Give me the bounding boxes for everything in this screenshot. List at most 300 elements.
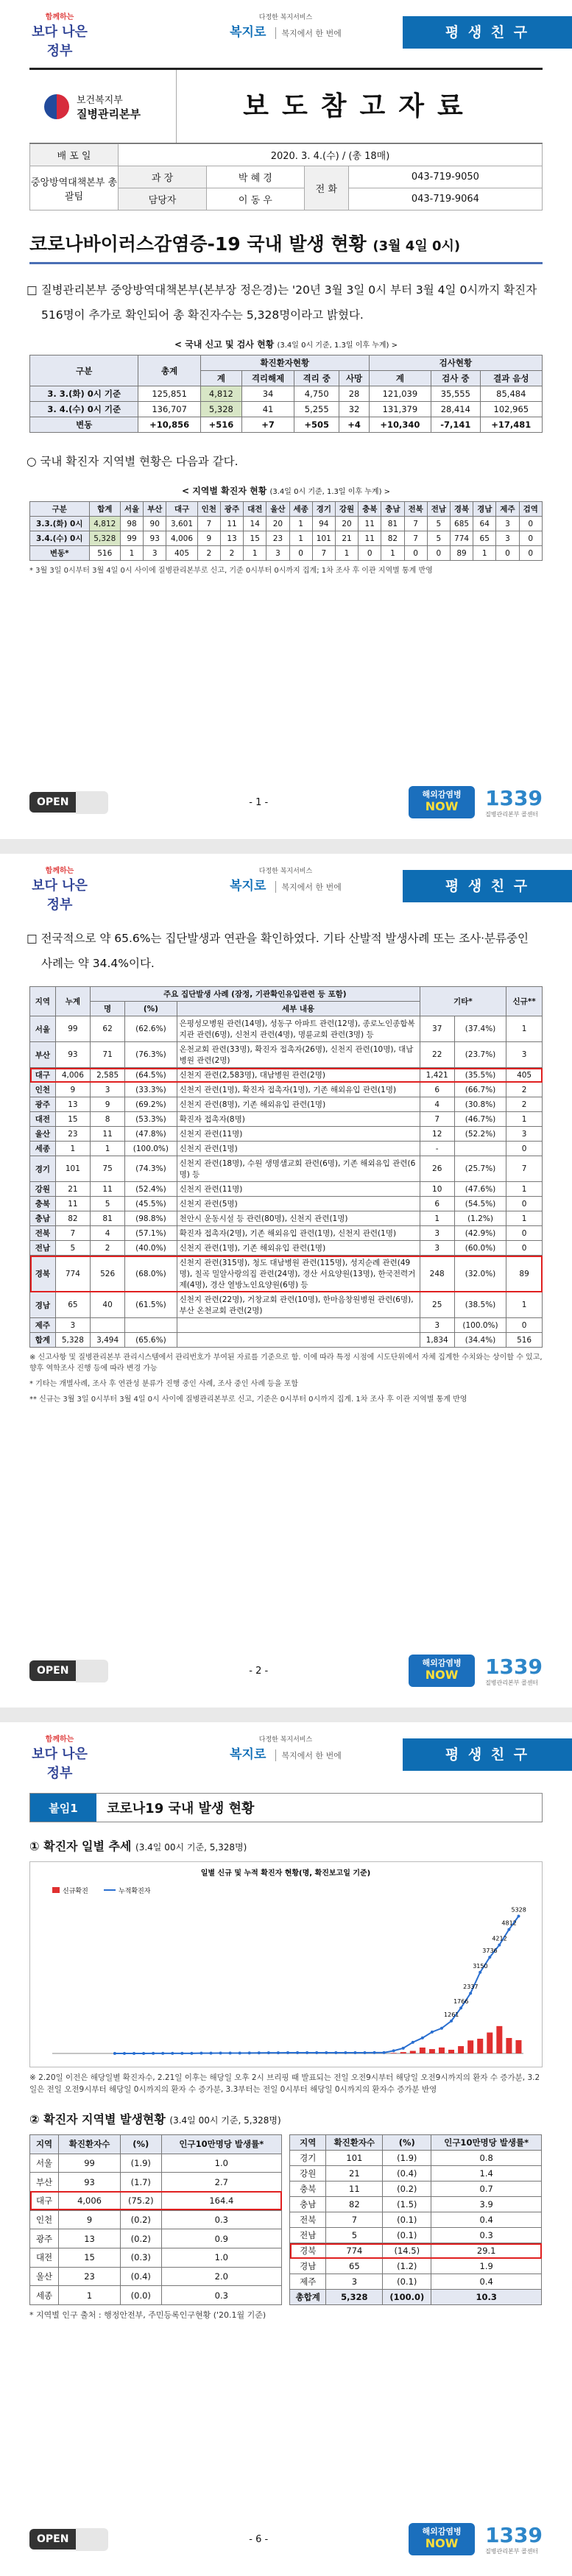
table-cell: (0.4): [120, 2267, 161, 2286]
table-row: [290, 2228, 542, 2243]
point-cumulative: [229, 2051, 232, 2054]
table-cell: 9: [91, 1097, 125, 1112]
table-row: [30, 402, 543, 417]
table-cell: 93: [55, 1042, 90, 1068]
table-row: [290, 2243, 542, 2259]
table-cell: 65: [55, 1292, 90, 1318]
table-cell: 1.9: [431, 2259, 542, 2274]
table-cell: 0: [506, 1226, 543, 1241]
table-cell: 3.4.(수) 0시: [30, 531, 90, 546]
point-cumulative: [459, 2006, 462, 2009]
table-row: [290, 2212, 542, 2228]
table-cell: 405: [166, 546, 197, 561]
point-cumulative: [344, 2051, 347, 2054]
table-cell: (0.3): [120, 2248, 161, 2267]
paragraph-1: □ 질병관리본부 중앙방역대책본부(본부장 정은경)는 '20년 3월 3일 0시 부터 3월 4일 0시까지 확진자 516명이 추가로 확인되어 총 확진자수는 5,328명이라고 밝혔다.: [27, 283, 537, 322]
table-cell: (74.3%): [125, 1156, 177, 1182]
region-table-right: [289, 2134, 542, 2305]
point-cumulative: [219, 2051, 222, 2054]
table-cell: 4,006: [55, 1068, 90, 1083]
table-cell: 3: [506, 1042, 543, 1068]
region-subtitle: (3.4일 00시 기준, 5,328명): [169, 2115, 281, 2126]
point-cumulative: [258, 2051, 261, 2054]
table-cell: (52.4%): [125, 1182, 177, 1197]
point-cumulative: [469, 1992, 472, 1995]
point-cumulative: [306, 2051, 308, 2054]
now-line2: NOW: [425, 799, 459, 813]
region-status-table: [29, 501, 543, 561]
bar-new: [467, 2040, 473, 2053]
table-row: [30, 1226, 543, 1241]
table-cell: (32.0%): [454, 1256, 506, 1292]
t1-sub: 격리해제: [241, 371, 294, 386]
table-row: [30, 2286, 282, 2305]
table-row: [30, 417, 543, 433]
table-cell: 75: [91, 1156, 125, 1182]
table-cell: 3: [420, 1318, 454, 1333]
table-cell: 1: [335, 546, 358, 561]
overseas-now-logo: [409, 1655, 475, 1687]
welfare-logo: [190, 866, 381, 894]
banner: [0, 854, 572, 913]
table-cell: 충남: [30, 1211, 56, 1226]
table-cell: 경기: [290, 2151, 326, 2166]
table-row: [30, 1182, 543, 1197]
table-cell: +505: [294, 417, 339, 433]
table-head-cell: 전남: [427, 502, 450, 517]
table-cell: 광주: [30, 2229, 59, 2248]
table-cell: 3,601: [166, 517, 197, 531]
table-cell: 774: [55, 1256, 90, 1292]
table-cell: 신천지 관련(22명), 거창교회 관련(10명), 한마음창원병원 관련(6명), 부산 온천교회 관련(2명): [177, 1292, 420, 1318]
table-cell: [454, 1142, 506, 1156]
release-value: 2020. 3. 4.(수) / (총 18매): [119, 144, 543, 166]
table-head-cell: 지역: [290, 2135, 326, 2151]
welfare-logo: [190, 1734, 381, 1762]
table-cell: 0: [519, 546, 542, 561]
table-cell: (37.4%): [454, 1016, 506, 1042]
table-cell: 3: [506, 1127, 543, 1142]
table-row: [30, 2248, 282, 2267]
table-cell: 7: [506, 1156, 543, 1182]
page-footer: [29, 780, 543, 824]
footer-logos: [409, 1655, 543, 1687]
phone-label: 전 화: [304, 166, 348, 210]
table-cell: (62.6%): [125, 1016, 177, 1042]
table2-caption-small: (3.4일 0시 기준, 1.3일 이후 누계) >: [269, 488, 391, 496]
slogan-main: 보다 나은 정부: [32, 24, 88, 59]
table-cell: 248: [420, 1256, 454, 1292]
table-head-cell: 대구: [166, 502, 197, 517]
table-cell: 3: [420, 1241, 454, 1256]
phone1: 043-719-9050: [348, 166, 542, 188]
table-cell: 신천지 관련(1명), 확진자 접촉자(1명), 기존 해외유입 관련(1명): [177, 1083, 420, 1097]
table-cell: 3. 4.(수) 0시 기준: [30, 402, 138, 417]
table-cell: 전북: [30, 1226, 56, 1241]
table2-caption: [0, 484, 572, 497]
bar-new: [439, 2048, 445, 2053]
table-cell: 온천교회 관련(33명), 확진자 접촉자(26명), 신천지 관련(10명), 대남병원 관련(2명): [177, 1042, 420, 1068]
table-cell: 1.4: [431, 2166, 542, 2182]
table2-note: * 3월 3일 0시부터 3월 4일 0시 사이에 질병관리본부로 신고, 기준 0시부터 0시까지 집계; 1차 조사 후 이관 지역별 통계 반영: [29, 567, 433, 575]
data-label: 5328: [511, 1906, 526, 1914]
test-status-table: [29, 355, 543, 433]
table-row: [30, 1016, 543, 1042]
table-cell: 3: [55, 1318, 90, 1333]
hotline-sub: 질병관리본부 콜센터: [485, 2548, 539, 2555]
table-cell: 제주: [30, 1318, 56, 1333]
table-cell: (46.7%): [454, 1112, 506, 1127]
table-cell: 0: [289, 546, 312, 561]
open-label: OPEN: [29, 792, 76, 813]
table-cell: 12: [420, 1127, 454, 1142]
release-label: 배 포 일: [30, 144, 119, 166]
table-head-cell: 검역: [519, 502, 542, 517]
t3-head: 신규**: [506, 987, 543, 1016]
data-label: 4812: [501, 1919, 517, 1927]
table-cell: 합계: [30, 1333, 56, 1348]
table-cell: 부산: [30, 1042, 56, 1068]
table-cell: 685: [450, 517, 473, 531]
table-cell: 23: [59, 2267, 121, 2286]
table-cell: 0.9: [161, 2229, 281, 2248]
table-cell: (45.5%): [125, 1197, 177, 1211]
page-1: [0, 0, 572, 839]
table-cell: 신천지 관련(8명), 기존 해외유입 관련(1명): [177, 1097, 420, 1112]
table-cell: 1: [506, 1292, 543, 1318]
gov-slogan-logo: [27, 10, 93, 60]
table-cell: 강원: [290, 2166, 326, 2182]
table-cell: 34: [241, 386, 294, 402]
table-head-cell: 대전: [244, 502, 266, 517]
table-row: [30, 517, 543, 531]
license-icon: [76, 1660, 108, 1682]
total-cell: 5,328: [326, 2290, 383, 2305]
table-cell: 11: [359, 531, 381, 546]
point-cumulative: [498, 1944, 501, 1947]
table-cell: 인천: [30, 2210, 59, 2229]
table-cell: 82: [55, 1211, 90, 1226]
table-cell: (98.8%): [125, 1211, 177, 1226]
point-cumulative: [180, 2052, 183, 2055]
table-head-cell: 경북: [450, 502, 473, 517]
table-cell: 3: [144, 546, 166, 561]
table-cell: 1: [55, 1142, 90, 1156]
table-cell: 천안시 운동시설 등 관련(80명), 신천지 관련(1명): [177, 1211, 420, 1226]
bar-new: [496, 2026, 502, 2053]
t1-sub: 계: [200, 371, 241, 386]
meta-table: [29, 144, 543, 210]
table-cell: 2,585: [91, 1068, 125, 1083]
table-cell: 9: [197, 531, 220, 546]
table1-caption-text: < 국내 신고 및 검사 현황: [174, 339, 275, 350]
welfare-tagline: 다정한 복지서비스: [258, 868, 313, 875]
table-cell: 15: [59, 2248, 121, 2267]
table-cell: 82: [326, 2197, 383, 2212]
table-cell: +17,481: [480, 417, 542, 433]
table-cell: 22: [420, 1042, 454, 1068]
banner-tab: 평 생 친 구: [403, 1738, 572, 1771]
table2-caption-text: < 지역별 확진자 현황: [181, 486, 267, 496]
table-cell: +7: [241, 417, 294, 433]
table-cell: 4,006: [166, 531, 197, 546]
table-head-cell: (%): [383, 2135, 431, 2151]
total-cell: 10.3: [431, 2290, 542, 2305]
total-row: [290, 2290, 542, 2305]
table-cell: (0.2): [120, 2229, 161, 2248]
t3-head: 지역: [30, 987, 56, 1016]
table-cell: [177, 1318, 420, 1333]
point-cumulative: [517, 1915, 520, 1918]
table-row: [30, 2154, 282, 2173]
table-row: [290, 2151, 542, 2166]
table-head-cell: 인구10만명당 발생률*: [161, 2135, 281, 2154]
table-cell: (61.5%): [125, 1292, 177, 1318]
table-cell: 21: [335, 531, 358, 546]
table-cell: (23.7%): [454, 1042, 506, 1068]
daily-trend-heading: [29, 1837, 543, 1854]
t1-sub: 계: [369, 371, 431, 386]
table-cell: 1: [289, 517, 312, 531]
point-cumulative: [277, 2051, 280, 2054]
table-cell: 11: [55, 1197, 90, 1211]
table-cell: (1.5): [383, 2197, 431, 2212]
table-cell: -7,141: [431, 417, 481, 433]
point-cumulative: [431, 2031, 434, 2034]
t1-head: 검사현황: [369, 355, 542, 371]
table-cell: 0: [519, 531, 542, 546]
hotline-sub: 질병관리본부 콜센터: [485, 811, 539, 818]
table-cell: 경남: [290, 2259, 326, 2274]
table-cell: 85,484: [480, 386, 542, 402]
table-row: [30, 1318, 543, 1333]
table-cell: 0: [506, 1197, 543, 1211]
table-cell: 65: [326, 2259, 383, 2274]
bar-new: [506, 2038, 512, 2053]
table-row: [30, 1068, 543, 1083]
table-cell: (35.5%): [454, 1068, 506, 1083]
table-cell: 20: [266, 517, 289, 531]
table-cell: 경남: [30, 1292, 56, 1318]
role2: 담당자: [119, 188, 207, 210]
now-line1: 해외감염병: [422, 790, 462, 799]
table-cell: 11: [91, 1182, 125, 1197]
point-cumulative: [325, 2051, 328, 2054]
point-cumulative: [450, 2020, 453, 2023]
table-cell: (65.6%): [125, 1333, 177, 1348]
chart-note: ※ 2.20일 이전은 해당일별 확진자수, 2.21일 이후는 해당일 오후 2시 브리핑 때 발표되는 전일 오전9시부터 해당일 오전9시까지의 환자 수 증가분, 3.2일은 전일 오전9시부터 해당일 0시까지의 환자 수 증가분, 3.3부터는 전일 0시부터 해당일 0시까지의 환자수 증가분 반영: [29, 2073, 540, 2094]
welfare-tagline: 다정한 복지서비스: [258, 14, 313, 21]
welfare-name: 복지로: [230, 1747, 266, 1762]
table-cell: (100.0%): [454, 1318, 506, 1333]
now-line1: 해외감염병: [422, 1658, 462, 1668]
table-cell: 29.1: [431, 2243, 542, 2259]
chart-title: 일별 신규 및 누적 확진자 현황(명, 확진보고일 기준): [200, 1869, 371, 1878]
table-cell: 1: [289, 531, 312, 546]
table-cell: 신천지 관련(18명), 수원 생명샘교회 관련(6명), 기존 해외유입 관련(6명) 등: [177, 1156, 420, 1182]
point-cumulative: [123, 2052, 126, 2055]
point-cumulative: [171, 2052, 174, 2055]
table-row: [30, 2191, 282, 2210]
table-cell: 대구: [30, 1068, 56, 1083]
table-cell: 13: [55, 1097, 90, 1112]
t1-head: 구분: [30, 355, 138, 386]
point-cumulative: [334, 2051, 337, 2054]
point-cumulative: [383, 2051, 386, 2054]
table-cell: 32: [339, 402, 369, 417]
page-2: [0, 854, 572, 1708]
welfare-logo: [190, 12, 381, 40]
welfare-side: 복지에서 한 번에: [275, 1749, 342, 1761]
table-row: [30, 1097, 543, 1112]
table-cell: 0: [404, 546, 427, 561]
table-cell: (40.0%): [125, 1241, 177, 1256]
table-cell: 13: [220, 531, 243, 546]
table-cell: 대전: [30, 1112, 56, 1127]
table-row: [30, 1211, 543, 1226]
table-cell: 전남: [290, 2228, 326, 2243]
table-cell: 20: [335, 517, 358, 531]
table-cell: 10: [420, 1182, 454, 1197]
table-cell: (0.0): [120, 2286, 161, 2305]
table-cell: 11: [220, 517, 243, 531]
table-cell: 1,834: [420, 1333, 454, 1348]
license-icon: [76, 2528, 108, 2551]
table-cell: 2: [506, 1083, 543, 1097]
table-cell: 4: [91, 1226, 125, 1241]
slogan-top: 함께하는: [45, 13, 74, 21]
table-cell: 99: [120, 531, 143, 546]
t3-head: 주요 집단발생 사례 (잠정, 기관확인유입관련 등 포함): [91, 987, 420, 1002]
table-cell: [125, 1318, 177, 1333]
table-cell: (57.1%): [125, 1226, 177, 1241]
table-cell: 0.7: [431, 2182, 542, 2197]
table-cell: -: [420, 1142, 454, 1156]
table-cell: (64.5%): [125, 1068, 177, 1083]
table-cell: 40: [91, 1292, 125, 1318]
table-cell: 신천지 관련(2,583명), 대남병원 관련(2명): [177, 1068, 420, 1083]
open-label: OPEN: [29, 2529, 76, 2550]
region-tables: [29, 2134, 543, 2305]
banner: [0, 1722, 572, 1781]
table-cell: 서울: [30, 2154, 59, 2173]
table-head-cell: 인구10만명당 발생률*: [431, 2135, 542, 2151]
banner: [0, 0, 572, 59]
table-row: [30, 1112, 543, 1127]
table-cell: 신천지 관련(11명): [177, 1127, 420, 1142]
table-cell: 울산: [30, 2267, 59, 2286]
chart-svg: [30, 1862, 542, 2067]
table-cell: 3: [496, 517, 519, 531]
table-row: [290, 2182, 542, 2197]
bar-new: [429, 2049, 435, 2053]
point-cumulative: [152, 2052, 155, 2055]
gov-slogan-logo: [27, 1733, 93, 1782]
appendix-header: [29, 1793, 543, 1822]
table-cell: 0.4: [431, 2212, 542, 2228]
table-cell: 8: [91, 1112, 125, 1127]
table-cell: 526: [91, 1256, 125, 1292]
table-cell: 21: [55, 1182, 90, 1197]
table-cell: (30.8%): [454, 1097, 506, 1112]
table-cell: (100.0%): [125, 1142, 177, 1156]
table-cell: (0.4): [383, 2166, 431, 2182]
table-cell: 광주: [30, 1097, 56, 1112]
table-row: [30, 1142, 543, 1156]
overseas-now-logo: [409, 786, 475, 818]
data-label: 3150: [473, 1962, 488, 1970]
gov-slogan-logo: [27, 864, 93, 913]
table-cell: 7: [312, 546, 335, 561]
table-cell: 774: [326, 2243, 383, 2259]
table-cell: 516: [506, 1333, 543, 1348]
point-cumulative: [507, 1928, 510, 1931]
table-row: [30, 546, 543, 561]
paragraph-cluster: □ 전국적으로 약 65.6%는 집단발생과 연관을 확인하였다. 기타 산발적 발생사례 또는 조사·분류중인 사례는 약 34.4%이다.: [27, 932, 529, 970]
cluster-note-2: * 기타는 개별사례, 조사 후 연관성 분류가 진행 중인 사례, 조사 중인 사례 등을 포함: [29, 1380, 298, 1388]
press-header: [29, 68, 543, 210]
data-label: 2337: [463, 1984, 479, 1991]
t1-sub: 검사 중: [431, 371, 481, 386]
table-cell: 신천지 관련(5명): [177, 1197, 420, 1211]
table-head-cell: 합계: [89, 502, 120, 517]
table-cell: 82: [381, 531, 404, 546]
table-cell: 9: [55, 1083, 90, 1097]
point-cumulative: [402, 2047, 405, 2050]
point-cumulative: [392, 2049, 395, 2052]
point-cumulative: [315, 2051, 318, 2054]
point-cumulative: [248, 2051, 251, 2054]
table-cell: 충북: [290, 2182, 326, 2197]
table-head-cell: 강원: [335, 502, 358, 517]
table-cell: 확진자 접촉자(2명), 기존 해외유입 관련(1명), 신천지 관련(1명): [177, 1226, 420, 1241]
data-label: 3736: [482, 1947, 498, 1955]
table-cell: 1: [244, 546, 266, 561]
welfare-tagline: 다정한 복지서비스: [258, 1736, 313, 1744]
region-heading: [29, 2110, 543, 2127]
table-cell: (76.3%): [125, 1042, 177, 1068]
now-line2: NOW: [425, 2536, 459, 2550]
table-cell: 3.9: [431, 2197, 542, 2212]
taegeuk-icon: [44, 94, 69, 119]
page-number: - 2 -: [249, 1665, 269, 1677]
appendix-title: 코로나19 국내 발생 현황: [107, 1801, 255, 1816]
table-cell: 0.8: [431, 2151, 542, 2166]
table-cell: 강원: [30, 1182, 56, 1197]
table-row: [30, 1156, 543, 1182]
legend-new: 신규확진: [63, 1888, 88, 1895]
table-cell: 0: [506, 1318, 543, 1333]
slogan-main: 보다 나은 정부: [32, 878, 88, 913]
phone2: 043-719-9064: [348, 188, 542, 210]
table-head-cell: 서울: [120, 502, 143, 517]
table-cell: 3,494: [91, 1333, 125, 1348]
point-cumulative: [421, 2037, 424, 2039]
table-cell: 0.4: [431, 2274, 542, 2290]
table-row: [30, 1333, 543, 1348]
point-cumulative: [267, 2051, 270, 2054]
table-cell: (14.5): [383, 2243, 431, 2259]
table-cell: 세종: [30, 1142, 56, 1156]
point-cumulative: [200, 2052, 202, 2055]
bar-new: [458, 2046, 464, 2053]
table-cell: 1: [381, 546, 404, 561]
table-cell: 1: [91, 1142, 125, 1156]
org-line1: 보건복지부: [77, 94, 123, 106]
page-3: [0, 1722, 572, 2576]
point-cumulative: [363, 2051, 366, 2054]
data-label: 1261: [444, 2011, 459, 2018]
